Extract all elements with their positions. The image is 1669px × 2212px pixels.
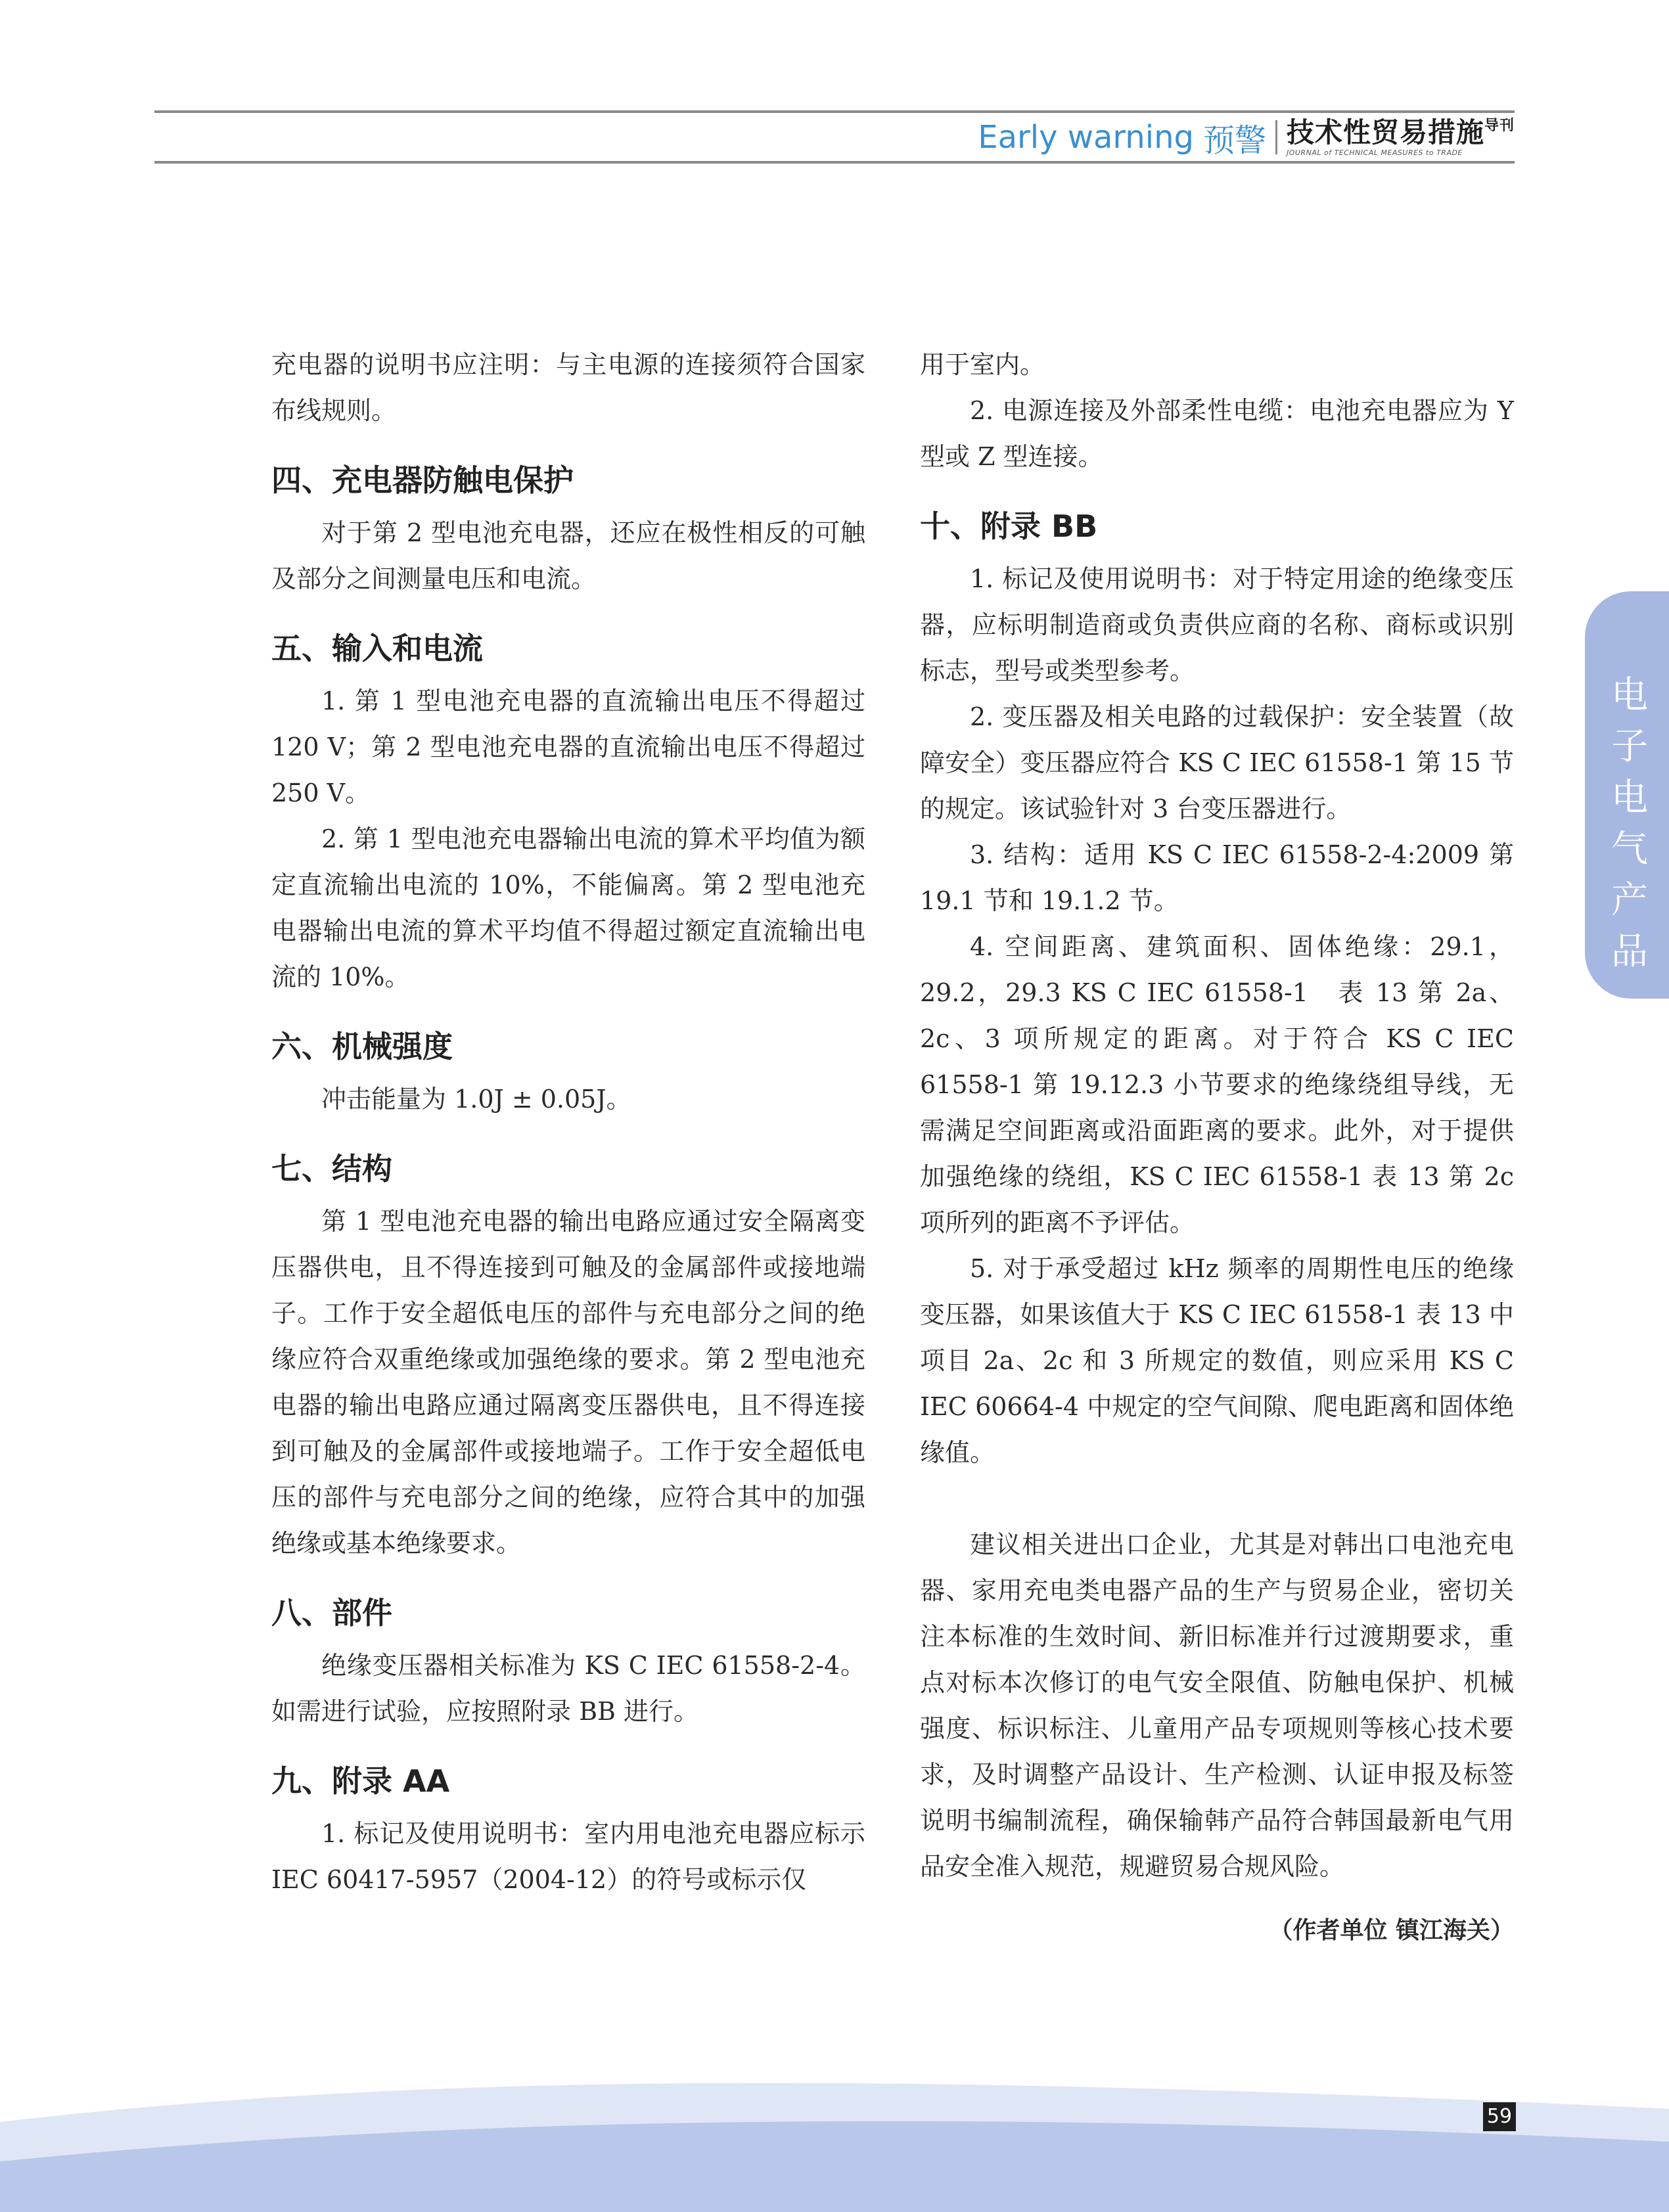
paragraph: 第 1 型电池充电器的输出电路应通过安全隔离变压器供电，且不得连接到可触及的金属部件或接地端子。工作于安全超低电压的部件与充电部分之间的绝缘应符合双重绝缘或加强绝缘的要求。第 2 型电池充电器的输出电路应通过隔离变压器供电，且不得连接到可触及的金属部件或接地端子。工作于安全超低电压的部件与充电部分之间的绝缘，应符合其中的加强绝缘或基本绝缘要求。	[271, 1207, 865, 1558]
section-heading: 十、附录 BB	[920, 508, 1098, 544]
journal-name-cn: 技术性贸易措施	[1286, 116, 1484, 148]
category-char: 电	[1611, 674, 1648, 717]
section-heading: 八、部件	[271, 1595, 392, 1631]
header-top-rule	[154, 110, 1515, 113]
right-column	[920, 342, 1514, 1945]
section-heading: 九、附录 AA	[271, 1763, 450, 1799]
category-char: 产	[1611, 879, 1648, 922]
paragraph: 2. 电源连接及外部柔性电缆：电池充电器应为 Y 型或 Z 型连接。	[920, 396, 1514, 471]
paragraph: 绝缘变压器相关标准为 KS C IEC 61558-2-4。如需进行试验，应按照附录 BB 进行。	[271, 1651, 865, 1726]
section-heading: 七、结构	[271, 1151, 392, 1186]
category-label	[1603, 670, 1656, 978]
page-number: 59	[1483, 2102, 1516, 2131]
section-heading: 四、充电器防触电保护	[271, 463, 574, 498]
paragraph: 2. 第 1 型电池充电器输出电流的算术平均值为额定直流输出电流的 10%，不能偏离。第 2 型电池充电器输出电流的算术平均值不得超过额定直流输出电流的 10%。	[271, 824, 865, 991]
journal-name-en: JOURNAL of TECHNICAL MEASURES to TRADE	[1286, 148, 1463, 157]
journal-logo	[1286, 116, 1515, 157]
paragraph: 充电器的说明书应注明：与主电源的连接须符合国家布线规则。	[271, 350, 865, 425]
category-char: 子	[1611, 725, 1648, 768]
paragraph: 1. 第 1 型电池充电器的直流输出电压不得超过 120 V；第 2 型电池充电器的直流输出电压不得超过 250 V。	[271, 687, 865, 807]
header-bottom-rule	[154, 161, 1515, 164]
section-heading: 六、机械强度	[271, 1029, 453, 1064]
paragraph: 用于室内。	[920, 350, 1045, 379]
paragraph: 对于第 2 型电池充电器，还应在极性相反的可触及部分之间测量电压和电流。	[271, 518, 865, 593]
header-separator	[1275, 120, 1277, 154]
paragraph: 3. 结构：适用 KS C IEC 61558-2-4:2009 第 19.1 节和 19.1.2 节。	[920, 840, 1514, 915]
left-column	[271, 342, 865, 1903]
section-label-cn: 预警	[1202, 122, 1266, 159]
paragraph: 4. 空间距离、建筑面积、固体绝缘：29.1，29.2，29.3 KS C IEC 61558-1 表 13 第 2a、2c、3 项所规定的距离。对于符合 KS C IEC 61558-1 第 19.12.3 小节要求的绝缘绕组导线，无需满足空间距离或沿面距离的要求。此外，对于提供加强绝缘的绕组，KS C IEC 61558-1 表 13 第 2c 项所列的距离不予评估。	[920, 932, 1514, 1237]
paragraph: 1. 标记及使用说明书：对于特定用途的绝缘变压器，应标明制造商或负责供应商的名称、商标或识别标志，型号或类型参考。	[920, 564, 1514, 685]
journal-suffix: 导刊	[1484, 117, 1515, 134]
paragraph: 1. 标记及使用说明书：室内用电池充电器应标示 IEC 60417-5957（2004-12）的符号或标示仅	[271, 1819, 865, 1894]
category-char: 电	[1611, 777, 1648, 819]
paragraph: 2. 变压器及相关电路的过载保护：安全装置（故障安全）变压器应符合 KS C IEC 61558-1 第 15 节的规定。该试验针对 3 台变压器进行。	[920, 702, 1514, 823]
footer-wave	[0, 2063, 1669, 2212]
spacer	[920, 1476, 1514, 1522]
running-header	[978, 117, 1515, 158]
conclusion-paragraph: 建议相关进出口企业，尤其是对韩出口电池充电器、家用充电类电器产品的生产与贸易企业，密切关注本标准的生效时间、新旧标准并行过渡期要求，重点对标本次修订的电气安全限值、防触电保护、机械强度、标识标注、儿童用产品专项规则等核心技术要求，及时调整产品设计、生产检测、认证申报及标签说明书编制流程，确保输韩产品符合韩国最新电气用品安全准入规范，规避贸易合规风险。	[920, 1530, 1514, 1881]
section-heading: 五、输入和电流	[271, 631, 483, 666]
category-char: 品	[1611, 930, 1648, 973]
paragraph: 5. 对于承受超过 kHz 频率的周期性电压的绝缘变压器，如果该值大于 KS C IEC 61558-1 表 13 中项目 2a、2c 和 3 所规定的数值，则应采用 KS C IEC 60664-4 中规定的空气间隙、爬电距离和固体绝缘值。	[920, 1254, 1514, 1467]
section-label-en: Early warning	[978, 119, 1194, 156]
paragraph: 冲击能量为 1.0J ± 0.05J。	[321, 1085, 631, 1114]
category-char: 气	[1611, 828, 1648, 870]
author-affiliation: （作者单位 镇江海关）	[1269, 1917, 1514, 1944]
